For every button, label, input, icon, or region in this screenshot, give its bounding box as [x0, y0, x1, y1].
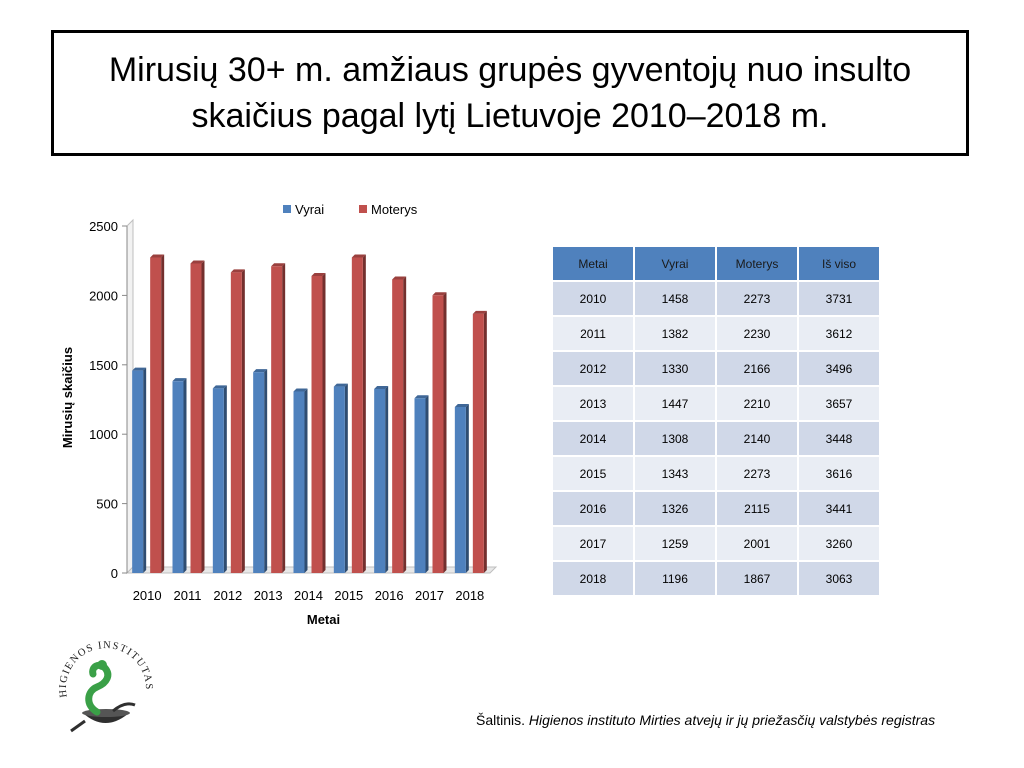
bar-side	[224, 385, 227, 573]
snake-bowl-icon	[71, 660, 135, 731]
table-row	[553, 387, 881, 422]
bar-moterys-2016	[392, 279, 403, 573]
logo-text: HIGIENOS INSTITUTAS	[57, 639, 155, 699]
bar-side	[202, 260, 205, 573]
table-cell: 2018	[553, 562, 635, 597]
bar-side	[305, 388, 308, 573]
table-cell: 1382	[635, 317, 717, 352]
table-cell: 1343	[635, 457, 717, 492]
bar-side	[264, 369, 267, 573]
bar-moterys-2018	[473, 314, 484, 573]
bar-moterys-2013	[271, 266, 282, 573]
bar-side	[363, 255, 366, 573]
table-cell: 1867	[717, 562, 799, 597]
bar-vyrai-2010	[132, 371, 143, 573]
table-cell: 2273	[717, 282, 799, 317]
table-cell: 2230	[717, 317, 799, 352]
table-cell: 2140	[717, 422, 799, 457]
bar-vyrai-2011	[173, 381, 184, 573]
bar-vyrai-2018	[455, 407, 466, 573]
table-cell: 1447	[635, 387, 717, 422]
table-cell: 2015	[553, 457, 635, 492]
bar-vyrai-2017	[415, 398, 426, 573]
table-cell: 1326	[635, 492, 717, 527]
bar-side	[282, 263, 285, 573]
table-cell: 1196	[635, 562, 717, 597]
bar-side	[426, 395, 429, 573]
bar-moterys-2012	[231, 272, 242, 573]
bar-side	[345, 384, 348, 573]
x-tick-label: 2015	[334, 588, 364, 603]
table-header-vyrai: Vyrai	[635, 247, 717, 282]
chart-side-wall	[127, 220, 133, 573]
y-tick-label: 1000	[89, 427, 118, 443]
table-cell: 2012	[553, 352, 635, 387]
bar-side	[161, 255, 164, 573]
table-row	[553, 527, 881, 562]
table-cell: 3260	[799, 527, 881, 562]
x-tick-label: 2010	[132, 588, 162, 603]
table-row	[553, 457, 881, 492]
y-tick-label: 2500	[89, 219, 118, 234]
legend-label-moterys: Moterys	[371, 202, 418, 217]
table-row	[553, 492, 881, 527]
table-header-moterys: Moterys	[717, 247, 799, 282]
bar-moterys-2011	[191, 263, 202, 573]
table-header-metai: Metai	[553, 247, 635, 282]
table-row	[553, 562, 881, 597]
table-cell: 2273	[717, 457, 799, 492]
table-row	[553, 422, 881, 457]
bar-side	[385, 386, 388, 573]
bar-side	[184, 378, 187, 573]
x-tick-label: 2014	[294, 588, 323, 603]
table-cell: 2010	[553, 282, 635, 317]
table-cell: 2013	[553, 387, 635, 422]
table-cell: 2210	[717, 387, 799, 422]
y-tick-label: 2000	[89, 288, 118, 304]
y-axis-title: Mirusių skaičius	[60, 346, 75, 449]
bar-side	[242, 269, 245, 573]
table-cell: 1330	[635, 352, 717, 387]
table-cell: 3448	[799, 422, 881, 457]
page-title	[80, 47, 940, 139]
x-tick-label: 2016	[374, 588, 404, 603]
bar-vyrai-2014	[294, 391, 305, 573]
bar-vyrai-2013	[253, 372, 264, 573]
bar-side	[143, 368, 146, 573]
bar-chart	[40, 188, 500, 638]
table-cell: 2017	[553, 527, 635, 562]
table-cell: 3657	[799, 387, 881, 422]
table-cell: 2001	[717, 527, 799, 562]
legend-label-vyrai: Vyrai	[295, 202, 325, 217]
table-cell: 3731	[799, 282, 881, 317]
table-cell: 2166	[717, 352, 799, 387]
table-cell: 2115	[717, 492, 799, 527]
y-tick-label: 500	[96, 496, 118, 512]
table-cell: 2014	[553, 422, 635, 457]
higienos-institutas-logo	[55, 635, 155, 735]
table-row	[553, 282, 881, 317]
table-cell: 2016	[553, 492, 635, 527]
table-cell: 3496	[799, 352, 881, 387]
table-header-row	[553, 247, 881, 282]
legend-swatch-moterys	[359, 205, 367, 213]
title-box	[51, 30, 969, 156]
x-tick-label: 2011	[173, 588, 202, 603]
x-tick-label: 2017	[415, 588, 444, 603]
table-cell: 3063	[799, 562, 881, 597]
source-text: Higienos instituto Mirties atvejų ir jų priežasčių valstybės registras	[528, 712, 936, 728]
table-cell: 1458	[635, 282, 717, 317]
bar-moterys-2010	[150, 258, 161, 573]
bar-moterys-2017	[433, 295, 444, 573]
x-tick-label: 2012	[213, 588, 243, 603]
title-line-1: Mirusių 30+ m. amžiaus grupės gyventojų nuo insulto	[108, 51, 912, 89]
bar-side	[484, 311, 487, 573]
x-tick-label: 2013	[253, 588, 283, 603]
table-row	[553, 352, 881, 387]
data-table	[553, 247, 881, 597]
bar-side	[444, 292, 447, 573]
bar-moterys-2014	[312, 276, 323, 573]
x-tick-label: 2018	[455, 588, 485, 603]
bar-side	[323, 273, 326, 573]
y-tick-label: 0	[110, 566, 118, 581]
table-cell: 2011	[553, 317, 635, 352]
y-tick-label: 1500	[89, 357, 118, 373]
table-cell: 1308	[635, 422, 717, 457]
bar-side	[466, 404, 469, 573]
source-note	[476, 712, 935, 728]
table-cell: 1259	[635, 527, 717, 562]
bar-moterys-2015	[352, 258, 363, 573]
bar-side	[403, 276, 406, 573]
bar-vyrai-2016	[374, 389, 385, 573]
table-header-is-viso: Iš viso	[799, 247, 881, 282]
table-cell: 3441	[799, 492, 881, 527]
table-cell: 3616	[799, 457, 881, 492]
legend-swatch-vyrai	[283, 205, 291, 213]
bar-vyrai-2015	[334, 387, 345, 573]
bar-vyrai-2012	[213, 388, 224, 573]
x-axis-title: Metai	[306, 612, 341, 627]
table-row	[553, 317, 881, 352]
source-prefix: Šaltinis.	[476, 712, 529, 728]
table-cell: 3612	[799, 317, 881, 352]
title-line-2: skaičius pagal lytį Lietuvoje 2010–2018 m.	[191, 97, 829, 135]
